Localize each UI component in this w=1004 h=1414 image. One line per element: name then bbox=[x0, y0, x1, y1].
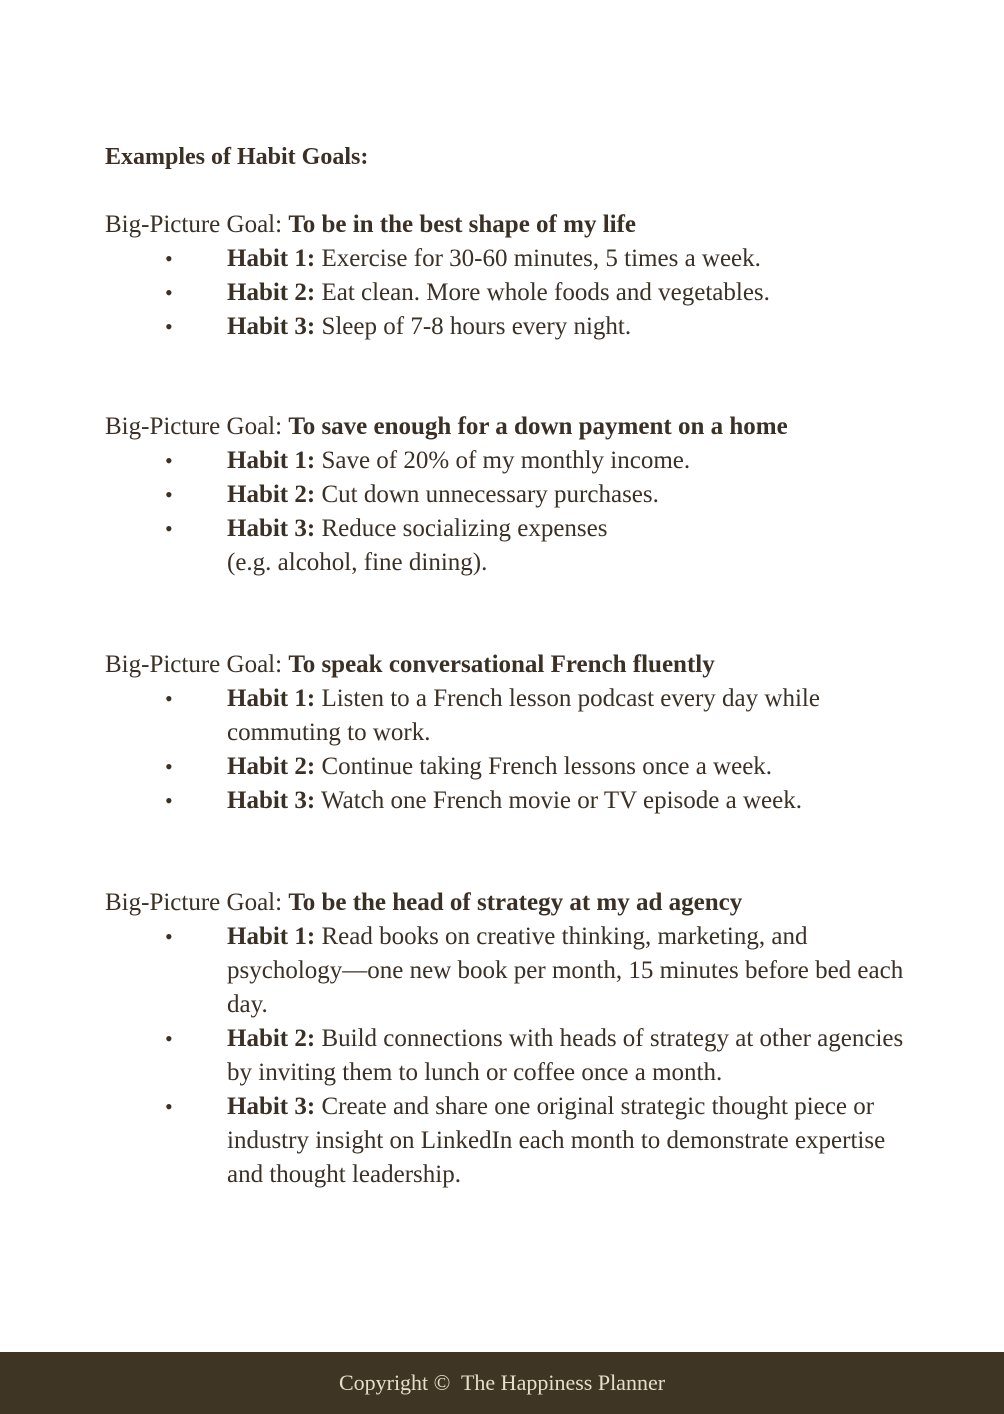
habit-list bbox=[105, 444, 905, 580]
habit-text: Exercise for 30-60 minutes, 5 times a week. bbox=[315, 245, 761, 272]
goal-prefix: Big-Picture Goal: bbox=[105, 889, 289, 916]
habit-label: Habit 1: bbox=[227, 923, 316, 950]
habit-text: Cut down unnecessary purchases. bbox=[315, 481, 659, 508]
habit-label: Habit 2: bbox=[227, 753, 316, 780]
goal-title: To be in the best shape of my life bbox=[288, 211, 637, 238]
habit-item bbox=[105, 444, 905, 478]
habit-label: Habit 2: bbox=[227, 481, 316, 508]
habit-item bbox=[105, 1022, 905, 1090]
habit-text: Save of 20% of my monthly income. bbox=[315, 447, 691, 474]
goal-title: To save enough for a down payment on a home bbox=[288, 413, 788, 440]
habit-item bbox=[105, 920, 905, 1022]
goal-section bbox=[105, 886, 905, 1192]
habit-text: Eat clean. More whole foods and vegetables. bbox=[315, 279, 770, 306]
goal-line bbox=[105, 886, 905, 920]
habit-label: Habit 3: bbox=[227, 313, 316, 340]
habit-list bbox=[105, 920, 905, 1192]
bullet-icon: • bbox=[165, 482, 173, 507]
bullet-icon: • bbox=[165, 280, 173, 305]
habit-text: Sleep of 7-8 hours every night. bbox=[315, 313, 632, 340]
page-heading: Examples of Habit Goals: bbox=[105, 144, 369, 170]
habit-label: Habit 2: bbox=[227, 1025, 316, 1052]
habit-label: Habit 3: bbox=[227, 515, 316, 542]
habit-label: Habit 1: bbox=[227, 245, 316, 272]
habit-item bbox=[105, 276, 905, 310]
habit-label: Habit 3: bbox=[227, 787, 316, 814]
habit-label: Habit 1: bbox=[227, 685, 316, 712]
habit-item bbox=[105, 784, 905, 818]
bullet-icon: • bbox=[165, 448, 173, 473]
bullet-icon: • bbox=[165, 246, 173, 271]
bullet-icon: • bbox=[165, 924, 173, 949]
habit-item bbox=[105, 242, 905, 276]
goal-line bbox=[105, 648, 905, 682]
habit-label: Habit 2: bbox=[227, 279, 316, 306]
footer-bar bbox=[0, 1352, 1004, 1414]
habit-item bbox=[105, 310, 905, 344]
bullet-icon: • bbox=[165, 314, 173, 339]
habit-list bbox=[105, 242, 905, 344]
habit-text: Read books on creative thinking, marketing, and psychology—one new book per month, 15 minutes before bed each day. bbox=[227, 923, 904, 1018]
bullet-icon: • bbox=[165, 686, 173, 711]
goal-prefix: Big-Picture Goal: bbox=[105, 651, 289, 678]
bullet-icon: • bbox=[165, 788, 173, 813]
goal-section bbox=[105, 410, 905, 580]
habit-item bbox=[105, 512, 905, 580]
bullet-icon: • bbox=[165, 516, 173, 541]
goal-line bbox=[105, 410, 905, 444]
page-content bbox=[105, 140, 905, 1192]
habit-list bbox=[105, 682, 905, 818]
goal-prefix: Big-Picture Goal: bbox=[105, 211, 289, 238]
goal-title: To speak conversational French fluently bbox=[288, 651, 715, 678]
goal-line bbox=[105, 208, 905, 242]
habit-label: Habit 1: bbox=[227, 447, 316, 474]
habit-item bbox=[105, 682, 905, 750]
habit-text: Watch one French movie or TV episode a week. bbox=[315, 787, 802, 814]
goal-section bbox=[105, 208, 905, 344]
habit-label: Habit 3: bbox=[227, 1093, 316, 1120]
habit-text: Reduce socializing expenses (e.g. alcohol, fine dining). bbox=[227, 515, 608, 576]
bullet-icon: • bbox=[165, 754, 173, 779]
habit-text: Create and share one original strategic thought piece or industry insight on LinkedIn each month to demonstrate expertise and thought leadership. bbox=[227, 1093, 886, 1188]
habit-item bbox=[105, 750, 905, 784]
copyright-text: Copyright © The Happiness Planner bbox=[338, 1370, 666, 1395]
goal-prefix: Big-Picture Goal: bbox=[105, 413, 289, 440]
goal-title: To be the head of strategy at my ad agency bbox=[288, 889, 743, 916]
habit-item bbox=[105, 1090, 905, 1192]
habit-text: Continue taking French lessons once a week. bbox=[315, 753, 773, 780]
habit-text: Build connections with heads of strategy at other agencies by inviting them to lunch or coffee once a month. bbox=[227, 1025, 904, 1086]
goal-section bbox=[105, 648, 905, 818]
habit-item bbox=[105, 478, 905, 512]
habit-text: Listen to a French lesson podcast every day while commuting to work. bbox=[227, 685, 820, 746]
bullet-icon: • bbox=[165, 1026, 173, 1051]
bullet-icon: • bbox=[165, 1094, 173, 1119]
